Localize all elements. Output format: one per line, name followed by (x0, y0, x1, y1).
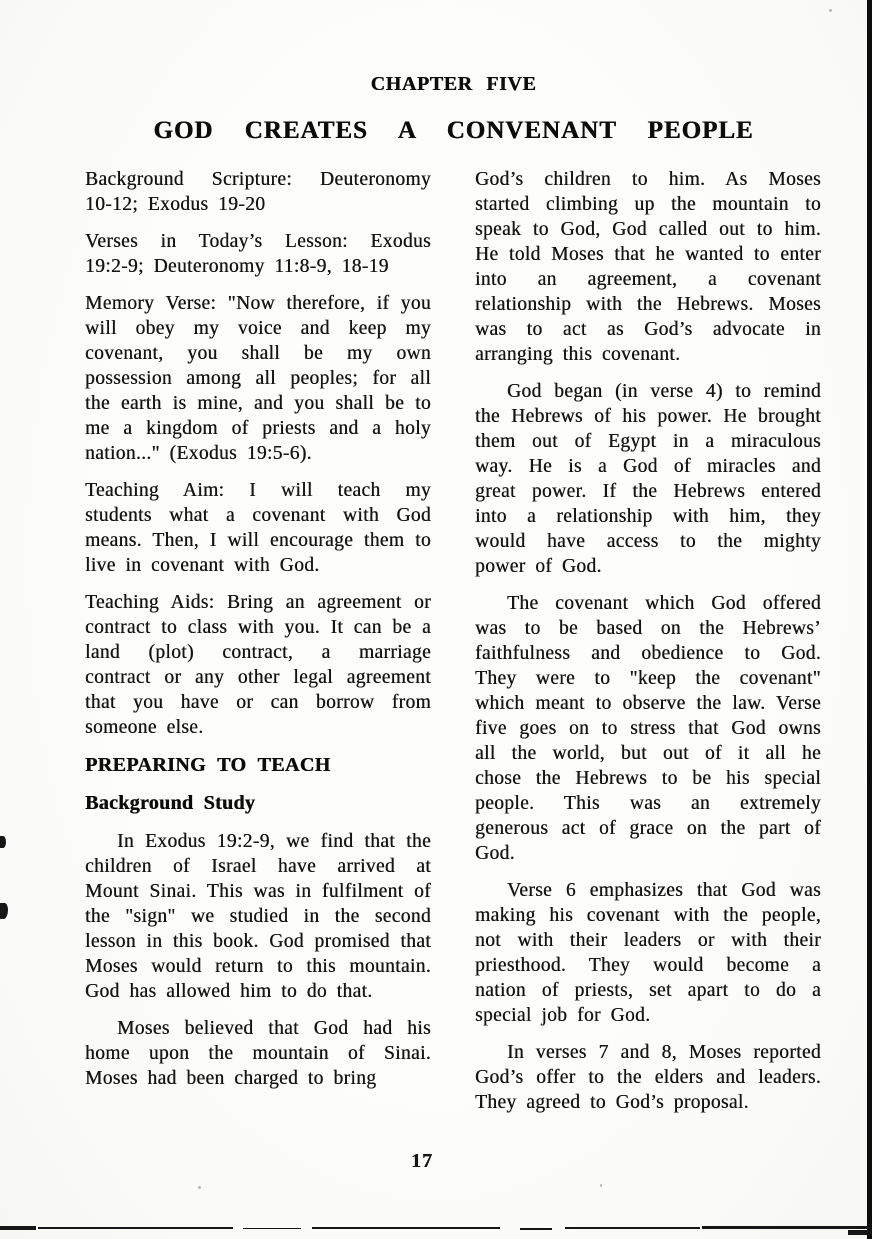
background-scripture-paragraph: Background Scripture: Deuteronomy 10-12; Exodus 19-20 (85, 169, 431, 215)
scan-bottom-line-segment (848, 1230, 872, 1235)
scan-speck (198, 1186, 201, 1189)
scan-bottom-line-segment (243, 1228, 301, 1229)
exodus-paragraph: In Exodus 19:2-9, we find that the children of Israel have arrived at Mount Sinai. This was in fulfilment of the "sign" we studied in the second lesson in this book. God promised that Moses would return to this mountain. God has allowed him to do that. (85, 831, 431, 1002)
scan-bottom-line-segment (38, 1227, 233, 1229)
right-column (475, 167, 821, 1127)
scan-speck (600, 1184, 602, 1187)
scan-ink-blob (0, 903, 8, 919)
scan-edge-bar (867, 0, 872, 1239)
verses-7-8-paragraph: In verses 7 and 8, Moses reported God’s offer to the elders and leaders. They agreed to God’s proposal. (475, 1042, 821, 1113)
page-number: 17 (411, 1150, 433, 1172)
teaching-aids-paragraph: Teaching Aids: Bring an agreement or contract to class with you. It can be a land (plot) contract, a marriage contract or any other legal agreement that you have or can borrow from someone else. (85, 592, 431, 738)
scan-ink-blob (0, 836, 6, 848)
left-column (85, 167, 431, 1127)
scan-bottom-line-segment (565, 1227, 700, 1229)
verse-6-paragraph: Verse 6 emphasizes that God was making his covenant with the people, not with their leaders or with their priesthood. They would become a nation of priests, set apart to do a special job for God. (475, 880, 821, 1026)
background-study-subheading: Background Study (85, 792, 256, 814)
scan-bottom-line-segment (702, 1226, 870, 1229)
gods-children-paragraph: God’s children to him. As Moses started climbing up the mountain to speak to God, God called out to him. He told Moses that he wanted to enter into an agreement, a covenant relationship with the Hebrews. Moses was to act as God’s advocate in arranging this covenant. (475, 169, 821, 365)
memory-verse-paragraph: Memory Verse: "Now therefore, if you will obey my voice and keep my covenant, you shall be my own possession among all peoples; for all the earth is mine, and you shall be to me a kingdom of priests and a holy nation..." (Exodus 19:5-6). (85, 293, 431, 464)
page-title: GOD CREATES A CONVENANT PEOPLE (153, 117, 754, 144)
covenant-offered-paragraph: The covenant which God offered was to be based on the Hebrews’ faithfulness and obedience to God. They were to "keep the covenant" which meant to observe the law. Verse five goes on to stress that God owns all the world, but out of it all he chose the Hebrews to be his special people. This was an extremely generous act of grace on the part of God. (475, 593, 821, 864)
god-began-paragraph: God began (in verse 4) to remind the Hebrews of his power. He brought them out of Egypt in a miraculous way. He is a God of miracles and great power. If the Hebrews entered into a relationship with him, they would have access to the mighty power of God. (475, 381, 821, 577)
scan-bottom-line-segment (312, 1227, 500, 1229)
verses-in-lesson-paragraph: Verses in Today’s Lesson: Exodus 19:2-9; Deuteronomy 11:8-9, 18-19 (85, 231, 431, 277)
moses-believed-paragraph: Moses believed that God had his home upon the mountain of Sinai. Moses had been charged to bring (85, 1018, 431, 1089)
scan-bottom-line-segment (0, 1226, 36, 1230)
scan-bottom-line-segment (520, 1228, 552, 1230)
teaching-aim-paragraph: Teaching Aim: I will teach my students what a covenant with God means. Then, I will encourage them to live in covenant with God. (85, 480, 431, 576)
preparing-to-teach-heading: PREPARING TO TEACH (85, 754, 331, 776)
scan-speck (829, 9, 832, 12)
chapter-heading: CHAPTER FIVE (370, 73, 537, 95)
two-column-layout (85, 167, 822, 1127)
